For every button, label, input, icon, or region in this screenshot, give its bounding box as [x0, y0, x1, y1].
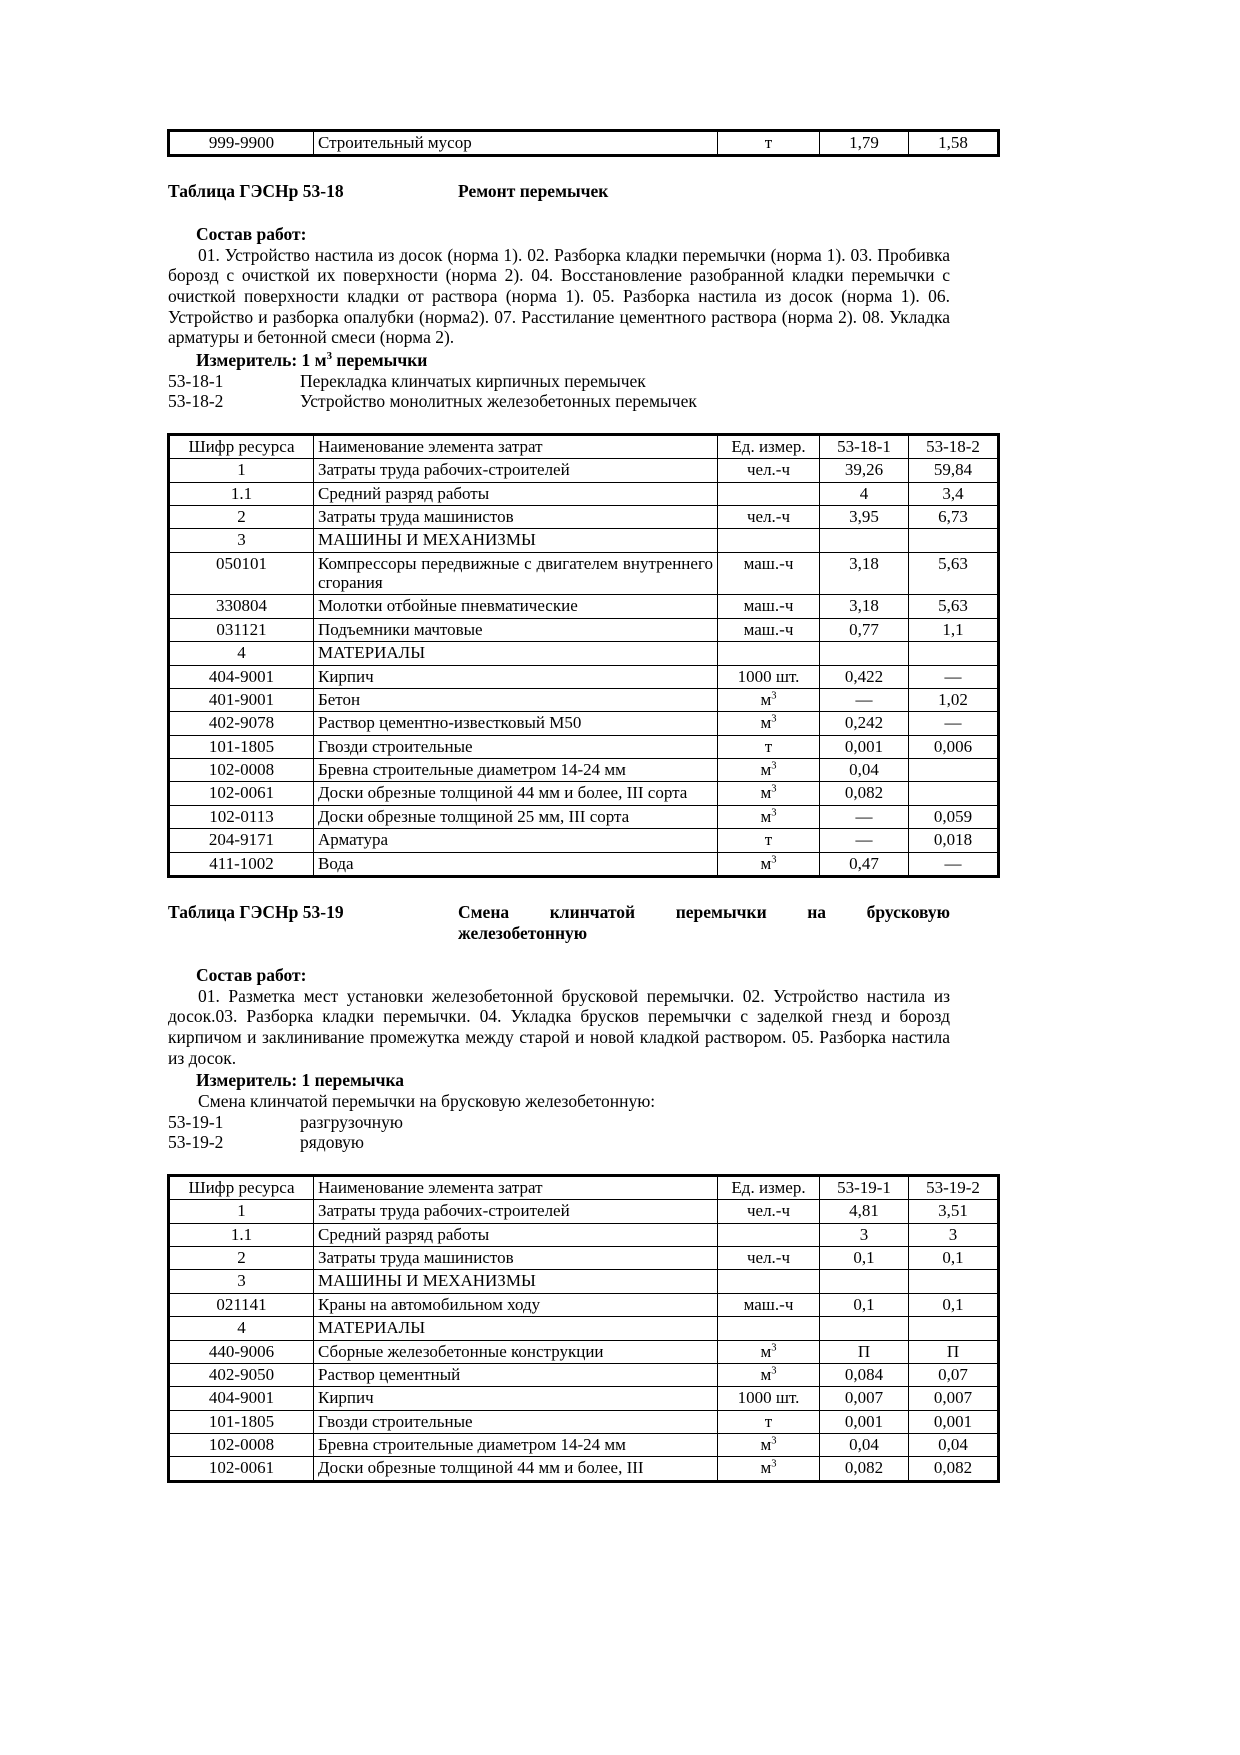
value-cell-1: 0,422 — [820, 665, 909, 688]
list-item — [168, 1132, 950, 1153]
resource-name-cell: Бетон — [314, 688, 718, 711]
table-row — [169, 505, 998, 528]
table-row — [169, 1457, 998, 1481]
resource-code-cell: 101-1805 — [169, 1410, 314, 1433]
column-header-unit: Ед. измер. — [718, 1176, 820, 1200]
resource-table-53-19 — [168, 1175, 999, 1482]
table-row — [169, 1317, 998, 1340]
resource-name-cell: Кирпич — [314, 1387, 718, 1410]
value-cell-2 — [909, 529, 999, 552]
value-cell-2: 6,73 — [909, 505, 999, 528]
value-cell-1: 0,001 — [820, 735, 909, 758]
value-cell-2: 59,84 — [909, 459, 999, 482]
sub-note-53-19: Смена клинчатой перемычки на брусковую железобетонную: — [198, 1091, 656, 1112]
resource-code-cell: 1 — [169, 459, 314, 482]
sostav-label-53-19: Состав работ: — [196, 965, 307, 986]
resource-code-cell: 330804 — [169, 595, 314, 618]
table-row — [169, 712, 998, 735]
value-cell-1: 0,084 — [820, 1363, 909, 1386]
unit-cell: т — [718, 1410, 820, 1433]
unit-cell: $м^3$ — [718, 759, 820, 782]
column-header-code: Шифр ресурса — [169, 1176, 314, 1200]
table-row — [169, 552, 998, 595]
unit-cell: чел.-ч — [718, 505, 820, 528]
resource-code-cell: 999-9900 — [169, 131, 314, 155]
value-cell-1: 0,001 — [820, 1410, 909, 1433]
table-row — [169, 759, 998, 782]
table-header — [169, 435, 998, 459]
column-header-name: Наименование элемента затрат — [314, 435, 718, 459]
table-body — [169, 1200, 998, 1481]
value-cell-1: 1,79 — [820, 131, 909, 155]
table-row — [169, 1247, 998, 1270]
sostav-label-53-18: Состав работ: — [196, 224, 307, 245]
value-cell-1: П — [820, 1340, 909, 1363]
table-row — [169, 665, 998, 688]
table-row — [169, 782, 998, 805]
resource-name-cell: Раствор цементный — [314, 1363, 718, 1386]
section-title-text-line1: Смена клинчатой перемычки на — [458, 901, 827, 922]
value-cell-2: 1,02 — [909, 688, 999, 711]
unit-cell: т — [718, 829, 820, 852]
value-cell-2: 1,58 — [909, 131, 999, 155]
unit-cell: $м^3$ — [718, 782, 820, 805]
value-cell-2: 5,63 — [909, 552, 999, 595]
value-cell-2: 0,1 — [909, 1247, 999, 1270]
unit-cell: маш.-ч — [718, 552, 820, 595]
value-cell-1 — [820, 642, 909, 665]
value-cell-2 — [909, 782, 999, 805]
unit-cell: 1000 шт. — [718, 665, 820, 688]
value-cell-1: 0,082 — [820, 782, 909, 805]
resource-code-cell: 2 — [169, 505, 314, 528]
unit-superscript: 3 — [771, 853, 777, 865]
resource-name-cell: МАТЕРИАЛЫ — [314, 1317, 718, 1340]
unit-cell: т — [718, 735, 820, 758]
resource-code-cell: 1.1 — [169, 482, 314, 505]
izmeritel-rest: перемычки — [332, 349, 428, 370]
resource-code-cell: 4 — [169, 1317, 314, 1340]
value-cell-1: 3,18 — [820, 552, 909, 595]
unit-superscript: 3 — [771, 807, 777, 819]
resource-name-cell: Доски обрезные толщиной 44 мм и более, III — [314, 1457, 718, 1481]
value-cell-2: 0,001 — [909, 1410, 999, 1433]
table-row — [169, 1363, 998, 1386]
unit-superscript: 3 — [771, 713, 777, 725]
table-header-row — [169, 1176, 998, 1200]
list-item — [168, 1112, 950, 1133]
table-row — [169, 1434, 998, 1457]
section-title-label: Таблица ГЭСНр 53-19 — [168, 901, 344, 922]
table-header-row — [169, 435, 998, 459]
unit-superscript: 3 — [771, 1365, 777, 1377]
value-cell-2: 0,007 — [909, 1387, 999, 1410]
value-cell-1: 3,18 — [820, 595, 909, 618]
resource-name-cell: МАШИНЫ И МЕХАНИЗМЫ — [314, 529, 718, 552]
table-row — [169, 459, 998, 482]
value-cell-1: — — [820, 688, 909, 711]
unit-cell: $м^3$ — [718, 712, 820, 735]
izmeritel-53-18 — [196, 350, 950, 371]
resource-code-cell: 204-9171 — [169, 829, 314, 852]
section-title-text: Ремонт перемычек — [458, 181, 609, 202]
resource-name-cell: Доски обрезные толщиной 44 мм и более, III сорта — [314, 782, 718, 805]
continuation-table — [168, 130, 999, 156]
value-cell-1: 0,1 — [820, 1293, 909, 1316]
value-cell-2 — [909, 1317, 999, 1340]
resource-code-cell: 402-9078 — [169, 712, 314, 735]
value-cell-2 — [909, 759, 999, 782]
continuation-table-wrapper — [168, 130, 968, 156]
resource-code-cell: 440-9006 — [169, 1340, 314, 1363]
value-cell-2 — [909, 1270, 999, 1293]
value-cell-1 — [820, 1270, 909, 1293]
table-row — [169, 1223, 998, 1246]
resource-name-cell: Краны на автомобильном ходу — [314, 1293, 718, 1316]
column-header-53-19-1: 53-19-1 — [820, 1176, 909, 1200]
item-code: 53-19-1 — [168, 1111, 224, 1132]
item-code: 53-18-2 — [168, 391, 224, 412]
unit-cell: чел.-ч — [718, 459, 820, 482]
item-text: Устройство монолитных железобетонных перемычек — [300, 391, 697, 412]
resource-code-cell: 3 — [169, 529, 314, 552]
section-title-53-18 — [168, 181, 950, 202]
unit-cell: $м^3$ — [718, 1340, 820, 1363]
resource-name-cell: Бревна строительные диаметром 14-24 мм — [314, 759, 718, 782]
resource-name-cell: Гвозди строительные — [314, 1410, 718, 1433]
unit-cell: 1000 шт. — [718, 1387, 820, 1410]
table-row — [169, 688, 998, 711]
sostav-text-53-19: 01. Разметка мест установки железобетонной брусковой перемычки. 02. Устройство настила из досок.03. Разборка кладки перемычки. 04. Укладка брусков перемычки с заделкой гнезд и борозд кирпичом и заклинивание промежутка между старой и новой кладкой раствором. 05. Разборка настила из досок. — [168, 985, 950, 1068]
table-row — [169, 1293, 998, 1316]
resource-name-cell: Средний разряд работы — [314, 482, 718, 505]
resource-table-53-18 — [168, 434, 999, 877]
column-header-53-18-2: 53-18-2 — [909, 435, 999, 459]
unit-cell: т — [718, 131, 820, 155]
resource-code-cell: 050101 — [169, 552, 314, 595]
resource-name-cell: Затраты труда рабочих-строителей — [314, 1200, 718, 1223]
value-cell-1: 0,1 — [820, 1247, 909, 1270]
value-cell-2 — [909, 642, 999, 665]
resource-code-cell: 411-1002 — [169, 852, 314, 876]
unit-superscript: 3 — [771, 690, 777, 702]
resource-name-cell: Сборные железобетонные конструкции — [314, 1340, 718, 1363]
table-row — [169, 618, 998, 641]
value-cell-2: — — [909, 712, 999, 735]
resource-name-cell: Гвозди строительные — [314, 735, 718, 758]
resource-code-cell: 3 — [169, 1270, 314, 1293]
resource-code-cell: 404-9001 — [169, 1387, 314, 1410]
table-row — [169, 1387, 998, 1410]
resource-code-cell: 102-0008 — [169, 759, 314, 782]
value-cell-2: 1,1 — [909, 618, 999, 641]
column-header-name: Наименование элемента затрат — [314, 1176, 718, 1200]
resource-name-cell: Арматура — [314, 829, 718, 852]
resource-name-cell: Затраты труда рабочих-строителей — [314, 459, 718, 482]
item-code: 53-18-1 — [168, 370, 224, 391]
value-cell-1: 3 — [820, 1223, 909, 1246]
column-header-53-19-2: 53-19-2 — [909, 1176, 999, 1200]
unit-cell — [718, 482, 820, 505]
section-title-text-line2: брусковую — [866, 901, 950, 922]
item-code: 53-19-2 — [168, 1132, 224, 1153]
resource-name-cell: МАТЕРИАЛЫ — [314, 642, 718, 665]
value-cell-2: 5,63 — [909, 595, 999, 618]
resource-name-cell: Строительный мусор — [314, 131, 718, 155]
column-header-unit: Ед. измер. — [718, 435, 820, 459]
value-cell-2: 0,006 — [909, 735, 999, 758]
value-cell-2: 3 — [909, 1223, 999, 1246]
table-header — [169, 1176, 998, 1200]
resource-code-cell: 102-0061 — [169, 1457, 314, 1481]
unit-cell: маш.-ч — [718, 595, 820, 618]
column-header-53-18-1: 53-18-1 — [820, 435, 909, 459]
resource-name-cell: Затраты труда машинистов — [314, 1247, 718, 1270]
resource-code-cell: 1.1 — [169, 1223, 314, 1246]
value-cell-2: — — [909, 852, 999, 876]
value-cell-1 — [820, 1317, 909, 1340]
izmeritel-label: Измеритель: 1 м — [196, 349, 327, 370]
resource-code-cell: 4 — [169, 642, 314, 665]
unit-cell: чел.-ч — [718, 1247, 820, 1270]
izmeritel-53-19: Измеритель: 1 перемычка — [196, 1070, 405, 1091]
unit-cell: $м^3$ — [718, 852, 820, 876]
value-cell-1: 0,082 — [820, 1457, 909, 1481]
list-item — [168, 391, 950, 412]
value-cell-2: — — [909, 665, 999, 688]
value-cell-2: 3,4 — [909, 482, 999, 505]
unit-cell: $м^3$ — [718, 688, 820, 711]
resource-code-cell: 2 — [169, 1247, 314, 1270]
unit-cell: $м^3$ — [718, 805, 820, 828]
resource-code-cell: 101-1805 — [169, 735, 314, 758]
unit-superscript: 3 — [771, 1341, 777, 1353]
resource-name-cell: Кирпич — [314, 665, 718, 688]
table-row — [169, 642, 998, 665]
unit-cell: $м^3$ — [718, 1434, 820, 1457]
resource-name-cell: Средний разряд работы — [314, 1223, 718, 1246]
resource-name-cell: Молотки отбойные пневматические — [314, 595, 718, 618]
value-cell-2: 0,04 — [909, 1434, 999, 1457]
value-cell-1: — — [820, 805, 909, 828]
resource-name-cell: МАШИНЫ И МЕХАНИЗМЫ — [314, 1270, 718, 1293]
table-row — [169, 131, 998, 155]
unit-cell: маш.-ч — [718, 1293, 820, 1316]
resource-name-cell: Раствор цементно-известковый М50 — [314, 712, 718, 735]
unit-cell: $м^3$ — [718, 1457, 820, 1481]
izmeritel-superscript: 3 — [326, 350, 333, 363]
value-cell-2: П — [909, 1340, 999, 1363]
value-cell-1: 39,26 — [820, 459, 909, 482]
table-row — [169, 735, 998, 758]
section-title-label: Таблица ГЭСНр 53-18 — [168, 181, 344, 202]
value-cell-1: 0,242 — [820, 712, 909, 735]
section-title-text — [458, 902, 950, 943]
value-cell-1: 3,95 — [820, 505, 909, 528]
value-cell-2: 0,07 — [909, 1363, 999, 1386]
value-cell-1 — [820, 529, 909, 552]
section-title-text-line3: железобетонную — [458, 922, 588, 943]
resource-name-cell: Доски обрезные толщиной 25 мм, III сорта — [314, 805, 718, 828]
unit-superscript: 3 — [771, 1435, 777, 1447]
list-item — [168, 371, 950, 392]
value-cell-1: 0,77 — [820, 618, 909, 641]
table-row — [169, 482, 998, 505]
table-row — [169, 805, 998, 828]
value-cell-2: 3,51 — [909, 1200, 999, 1223]
item-text: Перекладка клинчатых кирпичных перемычек — [300, 370, 646, 391]
unit-cell: маш.-ч — [718, 618, 820, 641]
resource-code-cell: 401-9001 — [169, 688, 314, 711]
resource-code-cell: 1 — [169, 1200, 314, 1223]
table-row — [169, 1340, 998, 1363]
unit-superscript: 3 — [771, 783, 777, 795]
unit-cell: $м^3$ — [718, 1363, 820, 1386]
resource-code-cell: 102-0008 — [169, 1434, 314, 1457]
value-cell-1: — — [820, 829, 909, 852]
unit-cell — [718, 642, 820, 665]
table-row — [169, 595, 998, 618]
unit-cell — [718, 529, 820, 552]
unit-superscript: 3 — [771, 1458, 777, 1470]
unit-superscript: 3 — [771, 760, 777, 772]
table-row — [169, 1410, 998, 1433]
table-row — [169, 1270, 998, 1293]
table-row — [169, 529, 998, 552]
resource-name-cell: Подъемники мачтовые — [314, 618, 718, 641]
value-cell-1: 4 — [820, 482, 909, 505]
column-header-code: Шифр ресурса — [169, 435, 314, 459]
unit-cell — [718, 1270, 820, 1293]
value-cell-2: 0,1 — [909, 1293, 999, 1316]
value-cell-1: 0,04 — [820, 1434, 909, 1457]
item-text: разгрузочную — [300, 1111, 403, 1132]
unit-cell — [718, 1317, 820, 1340]
resource-name-cell: Компрессоры передвижные с двигателем внутреннего сгорания — [314, 552, 718, 595]
resource-code-cell: 021141 — [169, 1293, 314, 1316]
value-cell-2: 0,018 — [909, 829, 999, 852]
sostav-text-53-18: 01. Устройство настила из досок (норма 1). 02. Разборка кладки перемычки (норма 1). 03. Пробивка борозд с очисткой их поверхности (норма 2). 04. Восстановление разобранной кладки перемычки с очисткой поверхности кладки от раствора (норма 1). 05. Разборка настила из досок (норма 1). 06. Устройство и разборка опалубки (норма2). 07. Расстилание цементного раствора (норма 2). 08. Укладка арматуры и бетонной смеси (норма 2). — [168, 244, 950, 348]
table-row — [169, 1200, 998, 1223]
table-row — [169, 829, 998, 852]
resource-code-cell: 404-9001 — [169, 665, 314, 688]
resource-code-cell: 031121 — [169, 618, 314, 641]
table-body — [169, 459, 998, 876]
value-cell-1: 0,007 — [820, 1387, 909, 1410]
value-cell-1: 4,81 — [820, 1200, 909, 1223]
resource-code-cell: 102-0061 — [169, 782, 314, 805]
value-cell-1: 0,04 — [820, 759, 909, 782]
resource-name-cell: Затраты труда машинистов — [314, 505, 718, 528]
value-cell-1: 0,47 — [820, 852, 909, 876]
unit-cell: чел.-ч — [718, 1200, 820, 1223]
section-title-53-19 — [168, 902, 950, 943]
resource-name-cell: Бревна строительные диаметром 14-24 мм — [314, 1434, 718, 1457]
resource-code-cell: 402-9050 — [169, 1363, 314, 1386]
value-cell-2: 0,059 — [909, 805, 999, 828]
resource-name-cell: Вода — [314, 852, 718, 876]
item-text: рядовую — [300, 1132, 364, 1153]
table-row — [169, 852, 998, 876]
resource-code-cell: 102-0113 — [169, 805, 314, 828]
unit-cell — [718, 1223, 820, 1246]
value-cell-2: 0,082 — [909, 1457, 999, 1481]
